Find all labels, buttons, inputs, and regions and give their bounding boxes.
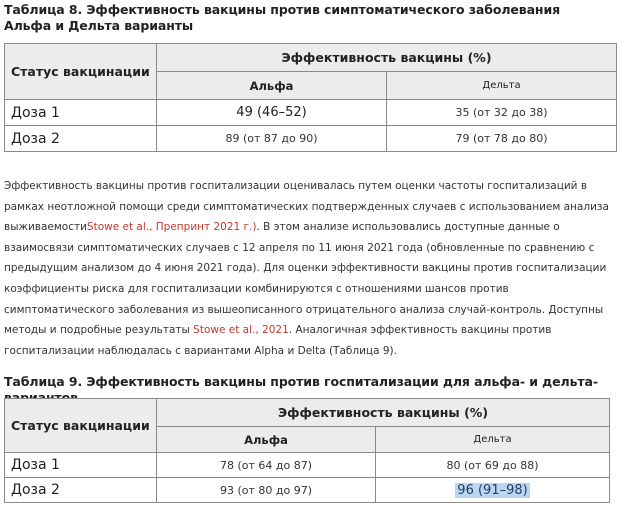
citation-link-stowe-2021[interactable]: Stowe et al., 2021 [193, 324, 289, 337]
table9-row1-dose: Доза 1 [5, 453, 157, 478]
table8-row1-dose: Доза 1 [5, 100, 157, 126]
table8-header-effectiveness: Эффективность вакцины (%) [157, 44, 617, 72]
table9-caption: Таблица 9. Эффективность вакцины против госпитализации для альфа- и дельта- [4, 374, 598, 389]
table9-row2-dose: Доза 2 [5, 478, 157, 503]
table8 [4, 43, 617, 152]
table-row [5, 478, 610, 503]
table9-subheader-alpha: Альфа [157, 427, 376, 453]
table8-row1-alpha: 49 (46–52) [157, 100, 387, 126]
table8-subheader-delta: Дельта [387, 72, 617, 100]
table9 [4, 398, 610, 503]
table9-subheader-delta: Дельта [376, 427, 610, 453]
table8-row1-delta: 35 (от 32 до 38) [387, 100, 617, 126]
paragraph-text-2: . В этом анализе использовались доступные данные о взаимосвязи симптоматических случаев с 12 апреля по 11 июня 2021 года (обновленные по сравнению с предыдущим анализом до 4 июня 2021 года). Для оценки эффективности вакцины против госпитализации коэффициенты риска для госпитализации комбинируются с отношениями шансов против симптоматического заболевания из вышеописанного отрицательного анализа случай-контроль. Доступны методы и подробные результаты [4, 221, 607, 337]
paragraph-text-1: Эффективность вакцины против госпитализации оценивалась путем оценки частоты госпитализаций в рамках неотложной помощи среди симптоматических подтвержденных случаев с использованием анализа выживаемости [4, 180, 609, 234]
table-row [5, 126, 617, 152]
table8-subheader-alpha: Альфа [157, 72, 387, 100]
table9-header-status: Статус вакцинации [5, 399, 157, 453]
paragraph-text-3: . Аналогичная эффективность вакцины против госпитализации наблюдалась с вариантами Alpha и Delta (Таблица 9). [4, 324, 552, 357]
table9-header-effectiveness: Эффективность вакцины (%) [157, 399, 610, 427]
table-row [5, 453, 610, 478]
table8-row2-alpha: 89 (от 87 до 90) [157, 126, 387, 152]
table-row [5, 100, 617, 126]
table8-row2-delta: 79 (от 78 до 80) [387, 126, 617, 152]
table9-row1-alpha: 78 (от 64 до 87) [157, 453, 376, 478]
table9-row2-alpha: 93 (от 80 до 97) [157, 478, 376, 503]
table8-row2-dose: Доза 2 [5, 126, 157, 152]
table9-row2-delta-highlighted: 96 (91–98) [457, 482, 528, 498]
body-paragraph [4, 176, 610, 361]
table9-row1-delta: 80 (от 69 до 88) [376, 453, 610, 478]
table8-caption: Таблица 8. Эффективность вакцины против симптоматического заболевания Альфа и Дельта варианты [4, 2, 561, 33]
citation-link-stowe-preprint[interactable]: Stowe et al., Препринт 2021 г.) [86, 221, 257, 234]
table8-header-status: Статус вакцинации [5, 44, 157, 100]
